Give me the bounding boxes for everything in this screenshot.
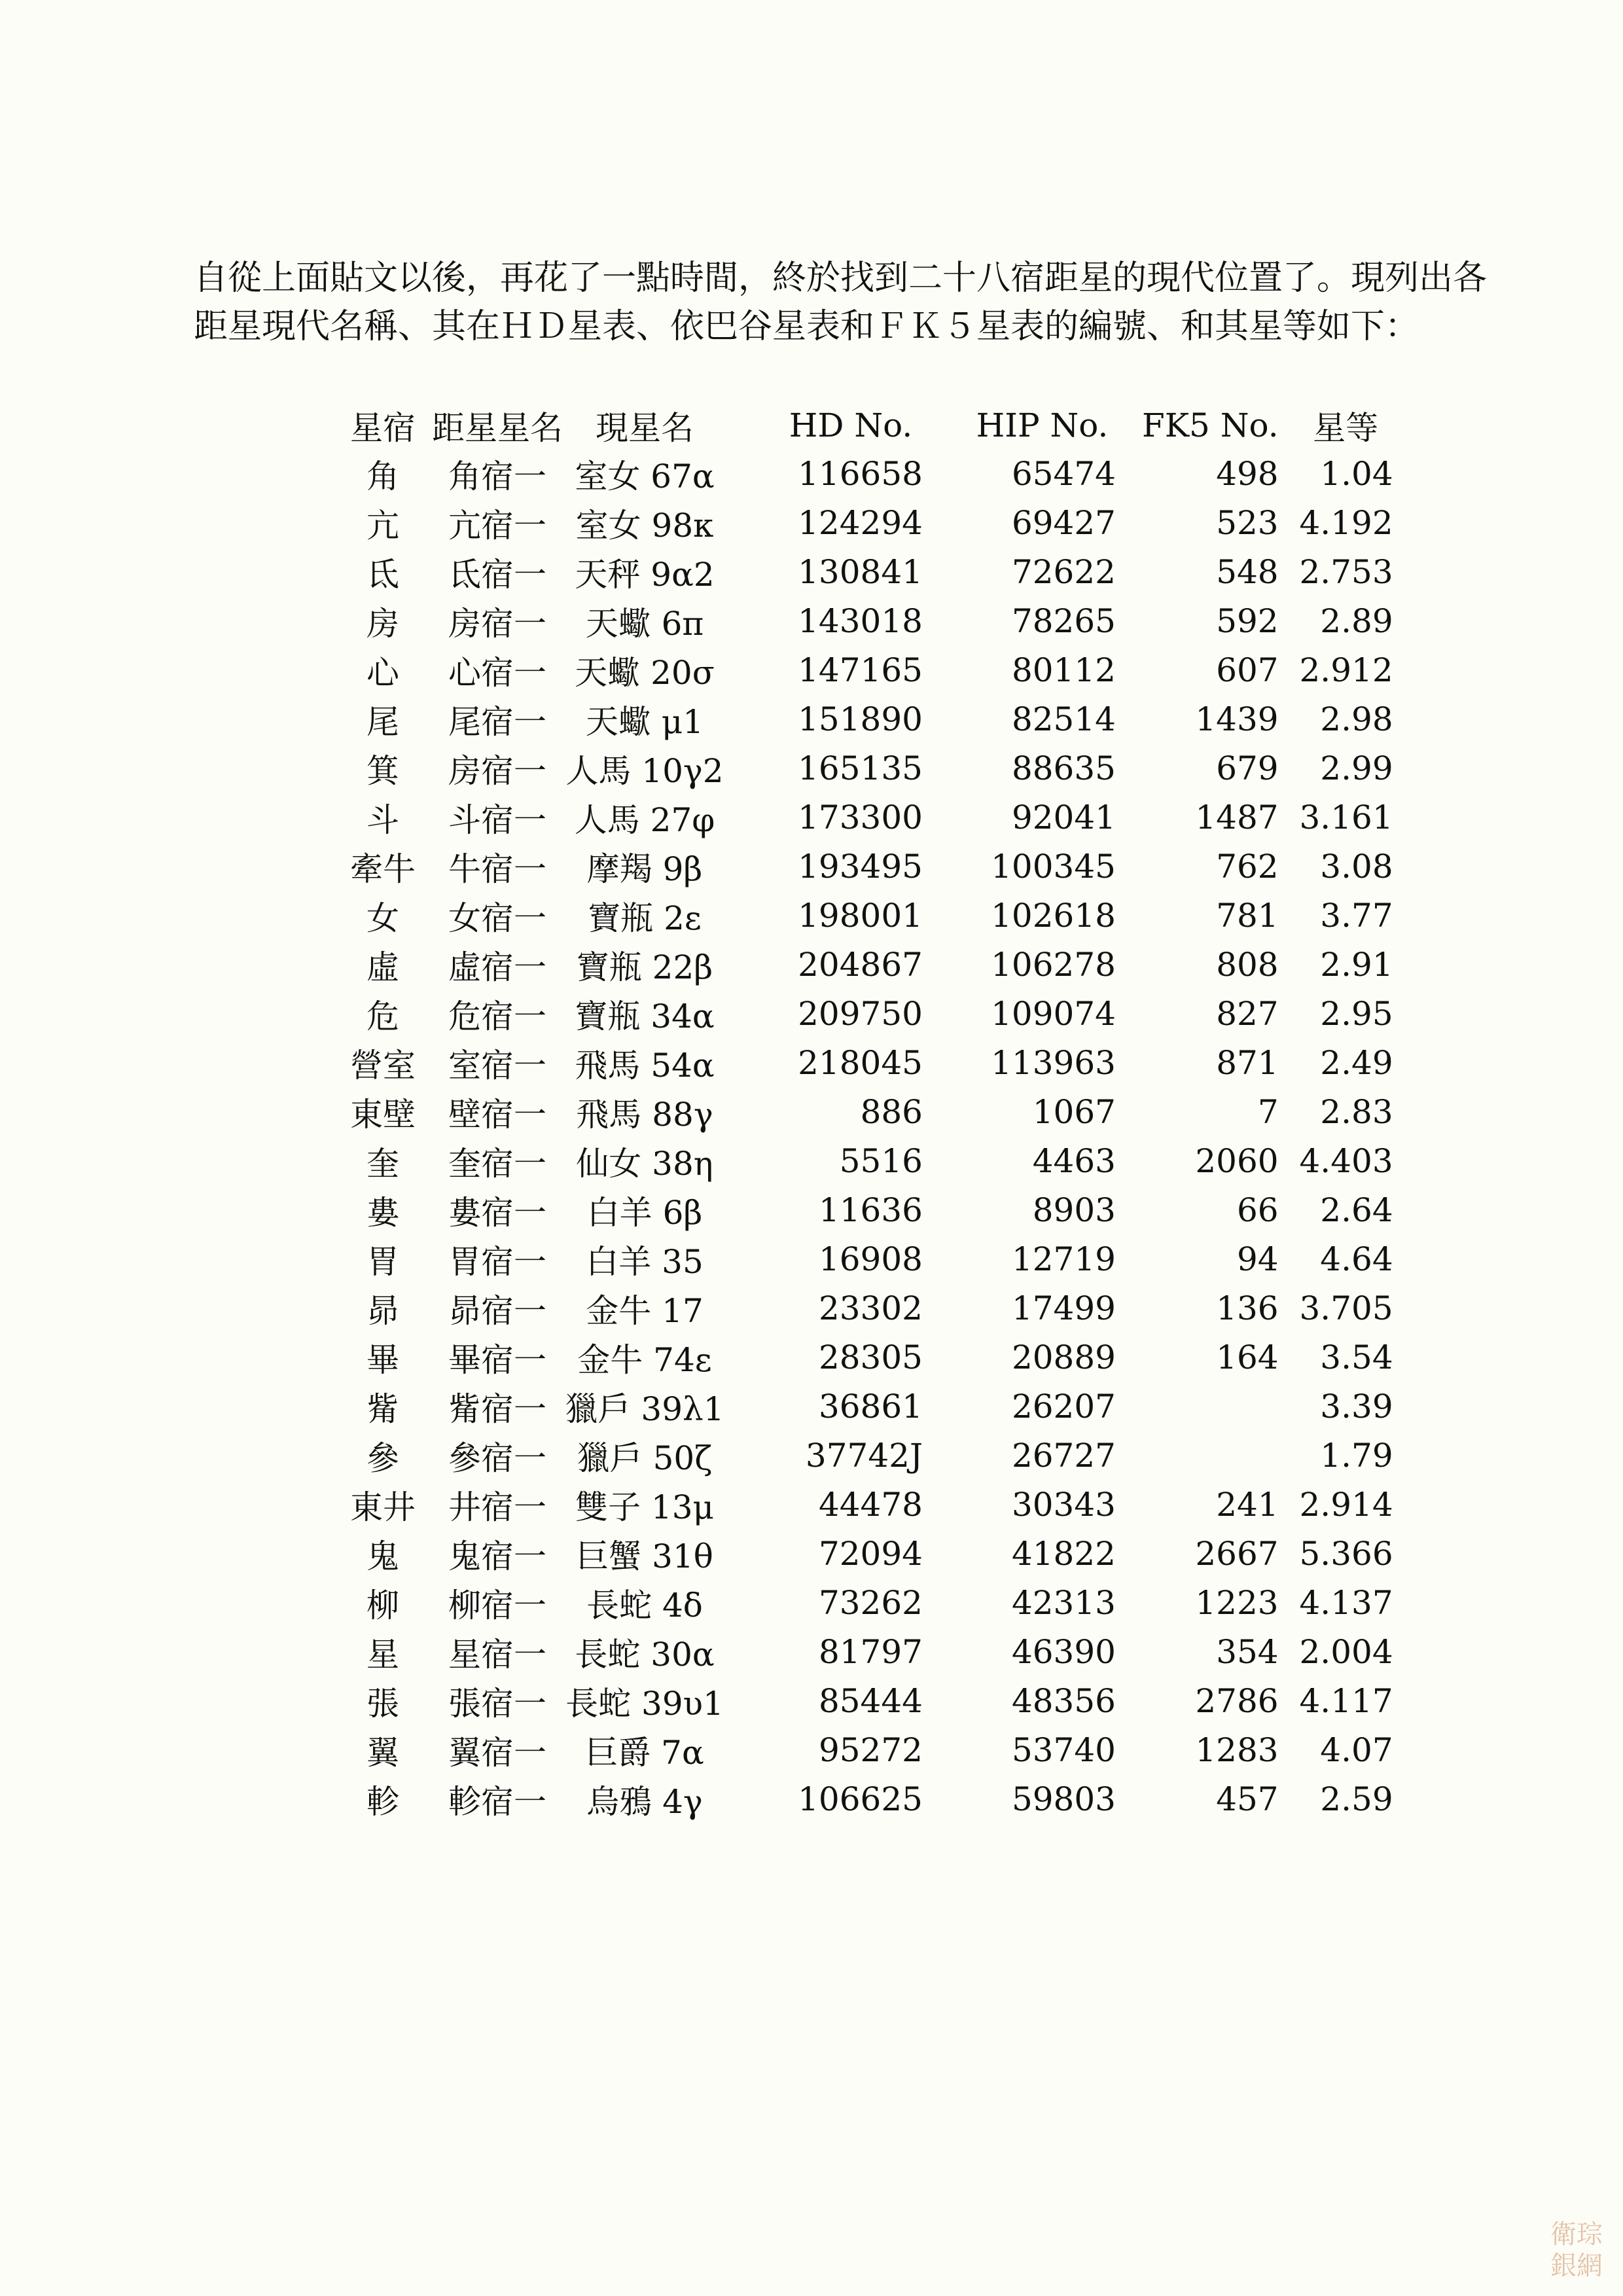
determinative-star-cell: 斗宿一 [448,800,546,839]
lodge-cell: 東井 [350,1488,416,1526]
table-row [334,989,1393,1038]
table-row [334,1087,1393,1136]
determinative-star-cell: 室宿一 [448,1046,546,1085]
hd-number-cell: 85444 [818,1681,923,1720]
magnitude-cell: 2.753 [1299,552,1393,591]
magnitude-cell: 3.705 [1299,1289,1393,1327]
lodge-cell: 危 [366,997,399,1035]
table-row [334,842,1393,891]
header-magnitude: 星等 [1313,409,1379,447]
table-row [334,1136,1393,1185]
lodge-cell: 牽牛 [350,850,416,888]
hip-number-cell: 41822 [1011,1534,1116,1573]
table-header-row [334,402,1393,449]
determinative-star-cell: 房宿一 [448,604,546,643]
hip-number-cell: 8903 [1032,1191,1116,1229]
table-row [334,1725,1393,1774]
fk5-number-cell: 7 [1257,1092,1279,1131]
lodge-cell: 尾 [366,702,399,741]
lodge-cell: 營室 [350,1046,416,1085]
fk5-number-cell: 781 [1216,896,1279,935]
modern-name-cell: 雙子 13μ [575,1488,714,1526]
intro-paragraph [194,254,1488,351]
hip-number-cell: 72622 [1011,552,1116,591]
lunar-lodge-star-table [334,402,1393,1823]
modern-name-cell: 室女 98κ [575,506,714,545]
determinative-star-cell: 心宿一 [448,653,546,692]
determinative-star-cell: 井宿一 [448,1488,546,1526]
modern-name-cell: 飛馬 88γ [576,1095,713,1134]
hd-number-cell: 36861 [818,1387,923,1426]
hd-number-cell: 209750 [798,994,923,1033]
modern-name-cell: 仙女 38η [576,1144,713,1183]
determinative-star-cell: 亢宿一 [448,506,546,545]
lodge-cell: 翼 [366,1733,399,1772]
hip-number-cell: 113963 [991,1043,1116,1082]
fk5-number-cell: 679 [1216,749,1279,787]
fk5-number-cell [1116,1431,1279,1480]
hip-number-cell: 20889 [1011,1338,1116,1376]
determinative-star-cell: 軫宿一 [448,1782,546,1821]
modern-name-cell: 白羊 6β [586,1193,703,1232]
header-hip-number: HIP No. [976,406,1109,444]
table-row [334,940,1393,989]
lodge-cell: 婁 [366,1193,399,1232]
determinative-star-cell: 昴宿一 [448,1291,546,1330]
modern-name-cell: 長蛇 4δ [586,1586,703,1624]
hip-number-cell: 53740 [1011,1731,1116,1769]
table-row [334,449,1393,498]
hd-number-cell: 23302 [818,1289,923,1327]
hd-number-cell: 151890 [798,700,923,738]
header-modern-name: 現星名 [596,409,694,447]
table-row [334,1038,1393,1087]
fk5-number-cell: 1283 [1195,1731,1279,1769]
hip-number-cell: 26727 [1011,1436,1116,1475]
table-row [334,744,1393,793]
hd-number-cell: 95272 [818,1731,923,1769]
hip-number-cell: 102618 [991,896,1116,935]
hd-number-cell: 147165 [798,651,923,689]
modern-name-cell: 白羊 35 [586,1242,704,1281]
magnitude-cell: 2.91 [1320,945,1393,984]
table-row [334,694,1393,744]
lodge-cell: 氐 [366,555,399,594]
hip-number-cell: 12719 [1011,1240,1116,1278]
magnitude-cell: 3.161 [1299,798,1393,836]
fk5-number-cell: 457 [1216,1780,1279,1818]
magnitude-cell: 4.07 [1320,1731,1393,1769]
fk5-number-cell: 762 [1216,847,1279,886]
table-row [334,1283,1393,1333]
determinative-star-cell: 奎宿一 [448,1144,546,1183]
hip-number-cell: 26207 [1011,1387,1116,1426]
modern-name-cell: 金牛 74ε [577,1340,712,1379]
table-row [334,1431,1393,1480]
intro-line-2: 距星現代名稱、其在ＨＤ星表、依巴谷星表和ＦＫ５星表的編號、和其星等如下： [194,307,1419,346]
magnitude-cell: 2.98 [1320,700,1393,738]
hip-number-cell: 88635 [1011,749,1116,787]
hip-number-cell: 42313 [1011,1583,1116,1622]
fk5-number-cell: 827 [1216,994,1279,1033]
magnitude-cell: 4.64 [1320,1240,1393,1278]
lodge-cell: 亢 [366,506,399,545]
fk5-number-cell: 354 [1216,1632,1279,1671]
hd-number-cell: 173300 [798,798,923,836]
hd-number-cell: 198001 [798,896,923,935]
lodge-cell: 房 [366,604,399,643]
table-row [334,1774,1393,1823]
lodge-cell: 柳 [366,1586,399,1624]
table-row [334,498,1393,547]
hd-number-cell: 124294 [798,503,923,542]
fk5-number-cell: 1487 [1195,798,1279,836]
modern-name-cell: 天蠍 6π [585,604,704,643]
fk5-number-cell: 523 [1216,503,1279,542]
table-row [334,1382,1393,1431]
modern-name-cell: 獵戶 39λ1 [565,1390,724,1428]
hip-number-cell: 30343 [1011,1485,1116,1524]
lodge-cell: 昴 [366,1291,399,1330]
hd-number-cell: 72094 [818,1534,923,1573]
lodge-cell: 女 [366,899,399,937]
modern-name-cell: 天蠍 20σ [575,653,715,692]
determinative-star-cell: 胃宿一 [448,1242,546,1281]
hip-number-cell: 106278 [991,945,1116,984]
determinative-star-cell: 鬼宿一 [448,1537,546,1575]
magnitude-cell: 3.77 [1320,896,1393,935]
magnitude-cell: 4.403 [1299,1141,1393,1180]
determinative-star-cell: 壁宿一 [448,1095,546,1134]
magnitude-cell: 2.64 [1320,1191,1393,1229]
hd-number-cell: 106625 [798,1780,923,1818]
hd-number-cell: 130841 [798,552,923,591]
modern-name-cell: 巨爵 7α [585,1733,704,1772]
magnitude-cell: 4.137 [1299,1583,1393,1622]
fk5-number-cell: 1223 [1195,1583,1279,1622]
hip-number-cell: 92041 [1011,798,1116,836]
hd-number-cell: 11636 [818,1191,923,1229]
magnitude-cell: 1.79 [1320,1436,1393,1475]
table-row [334,1185,1393,1234]
table-row [334,891,1393,940]
fk5-number-cell: 498 [1216,454,1279,493]
hd-number-cell: 81797 [818,1632,923,1671]
lodge-cell: 斗 [366,800,399,839]
hd-number-cell: 204867 [798,945,923,984]
hip-number-cell: 17499 [1011,1289,1116,1327]
header-lodge: 星宿 [350,409,416,447]
modern-name-cell: 人馬 27φ [574,800,715,839]
modern-name-cell: 天蠍 μ1 [585,702,704,741]
magnitude-cell: 2.49 [1320,1043,1393,1082]
fk5-number-cell: 1439 [1195,700,1279,738]
lodge-cell: 畢 [366,1340,399,1379]
modern-name-cell: 人馬 10γ2 [565,751,724,790]
header-hd-number: HD No. [789,406,913,444]
determinative-star-cell: 觜宿一 [448,1390,546,1428]
lodge-cell: 虛 [366,948,399,986]
hip-number-cell: 78265 [1011,601,1116,640]
hd-number-cell: 44478 [818,1485,923,1524]
fk5-number-cell: 66 [1237,1191,1279,1229]
determinative-star-cell: 房宿一 [448,751,546,790]
determinative-star-cell: 尾宿一 [448,702,546,741]
fk5-number-cell: 94 [1237,1240,1279,1278]
magnitude-cell: 2.914 [1299,1485,1393,1524]
magnitude-cell: 2.004 [1299,1632,1393,1671]
determinative-star-cell: 牛宿一 [448,850,546,888]
hip-number-cell: 59803 [1011,1780,1116,1818]
hd-number-cell: 218045 [798,1043,923,1082]
fk5-number-cell: 164 [1216,1338,1279,1376]
hip-number-cell: 65474 [1011,454,1116,493]
magnitude-cell: 4.192 [1299,503,1393,542]
modern-name-cell: 寶瓶 34α [575,997,715,1035]
hip-number-cell: 109074 [991,994,1116,1033]
lodge-cell: 軫 [366,1782,399,1821]
hip-number-cell: 46390 [1011,1632,1116,1671]
hd-number-cell: 28305 [818,1338,923,1376]
fk5-number-cell: 607 [1216,651,1279,689]
lodge-cell: 角 [366,457,399,495]
table-row [334,547,1393,596]
lodge-cell: 胃 [366,1242,399,1281]
determinative-star-cell: 星宿一 [448,1635,546,1674]
determinative-star-cell: 危宿一 [448,997,546,1035]
lodge-cell: 東壁 [350,1095,416,1134]
table-row [334,1578,1393,1627]
magnitude-cell: 4.117 [1299,1681,1393,1720]
determinative-star-cell: 翼宿一 [448,1733,546,1772]
magnitude-cell: 5.366 [1299,1534,1393,1573]
fk5-number-cell: 871 [1216,1043,1279,1082]
table-row [334,1676,1393,1725]
table-row [334,793,1393,842]
seal-stamp [1547,2219,1606,2291]
lodge-cell: 星 [366,1635,399,1674]
magnitude-cell: 2.83 [1320,1092,1393,1131]
fk5-number-cell: 548 [1216,552,1279,591]
hd-number-cell: 143018 [798,601,923,640]
fk5-number-cell: 2667 [1195,1534,1279,1573]
determinative-star-cell: 畢宿一 [448,1340,546,1379]
modern-name-cell: 長蛇 30α [575,1635,715,1674]
magnitude-cell: 3.08 [1320,847,1393,886]
table-row [334,1480,1393,1529]
modern-name-cell: 金牛 17 [586,1291,704,1330]
fk5-number-cell [1116,1382,1279,1431]
modern-name-cell: 室女 67α [575,457,715,495]
determinative-star-cell: 柳宿一 [448,1586,546,1624]
lodge-cell: 參 [366,1439,399,1477]
determinative-star-cell: 婁宿一 [448,1193,546,1232]
table-row [334,1529,1393,1578]
magnitude-cell: 2.95 [1320,994,1393,1033]
determinative-star-cell: 張宿一 [448,1684,546,1723]
determinative-star-cell: 氐宿一 [448,555,546,594]
hip-number-cell: 69427 [1011,503,1116,542]
determinative-star-cell: 虛宿一 [448,948,546,986]
hip-number-cell: 82514 [1011,700,1116,738]
modern-name-cell: 寶瓶 2ε [588,899,702,937]
hd-number-cell: 5516 [839,1141,923,1180]
modern-name-cell: 飛馬 54α [575,1046,715,1085]
magnitude-cell: 2.89 [1320,601,1393,640]
modern-name-cell: 寶瓶 22β [576,948,713,986]
hd-number-cell: 116658 [798,454,923,493]
lodge-cell: 張 [366,1684,399,1723]
determinative-star-cell: 參宿一 [448,1439,546,1477]
lodge-cell: 奎 [366,1144,399,1183]
table-row [334,645,1393,694]
magnitude-cell: 3.54 [1320,1338,1393,1376]
determinative-star-cell: 角宿一 [448,457,546,495]
magnitude-cell: 2.99 [1320,749,1393,787]
table-row [334,1234,1393,1283]
fk5-number-cell: 136 [1216,1289,1279,1327]
hd-number-cell: 37742J [805,1436,923,1475]
hip-number-cell: 80112 [1011,651,1116,689]
magnitude-cell: 1.04 [1320,454,1393,493]
hip-number-cell: 4463 [1032,1141,1116,1180]
modern-name-cell: 巨蟹 31θ [576,1537,713,1575]
lodge-cell: 觜 [366,1390,399,1428]
hd-number-cell: 16908 [818,1240,923,1278]
hd-number-cell: 193495 [798,847,923,886]
hip-number-cell: 100345 [991,847,1116,886]
hd-number-cell: 886 [860,1092,923,1131]
hip-number-cell: 48356 [1011,1681,1116,1720]
table-row [334,1627,1393,1676]
hip-number-cell: 1067 [1032,1092,1116,1131]
fk5-number-cell: 2060 [1195,1141,1279,1180]
fk5-number-cell: 2786 [1195,1681,1279,1720]
header-fk5-number: FK5 No. [1142,406,1279,444]
lodge-cell: 鬼 [366,1537,399,1575]
modern-name-cell: 摩羯 9β [586,850,703,888]
fk5-number-cell: 808 [1216,945,1279,984]
modern-name-cell: 長蛇 39υ1 [565,1684,724,1723]
lodge-cell: 箕 [366,751,399,790]
fk5-number-cell: 592 [1216,601,1279,640]
modern-name-cell: 天秤 9α2 [575,555,715,594]
modern-name-cell: 烏鴉 4γ [586,1782,703,1821]
modern-name-cell: 獵戶 50ζ [577,1439,713,1477]
intro-line-1: 自從上面貼文以後，再花了一點時間，終於找到二十八宿距星的現代位置了。現列出各 [194,259,1488,298]
table-body [334,449,1393,1823]
determinative-star-cell: 女宿一 [448,899,546,937]
header-determinative-star: 距星星名 [432,409,563,447]
hd-number-cell: 165135 [798,749,923,787]
fk5-number-cell: 241 [1216,1485,1279,1524]
lodge-cell: 心 [366,653,399,692]
hd-number-cell: 73262 [818,1583,923,1622]
magnitude-cell: 2.59 [1320,1780,1393,1818]
table-row [334,596,1393,645]
seal-text: 衛琮 銀網 [1550,2219,1603,2281]
magnitude-cell: 2.912 [1299,651,1393,689]
magnitude-cell: 3.39 [1320,1387,1393,1426]
table-row [334,1333,1393,1382]
